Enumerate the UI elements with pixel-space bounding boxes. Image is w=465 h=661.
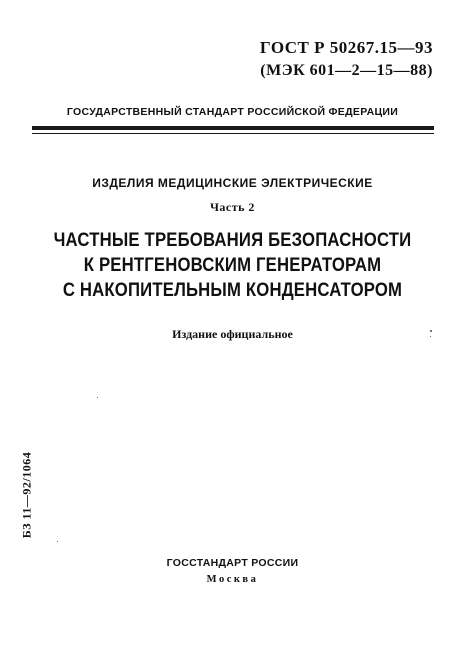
edition-label: Издание официальное <box>172 327 293 341</box>
scan-speck <box>430 330 432 332</box>
gost-code: ГОСТ Р 50267.15—93 <box>259 38 433 57</box>
document-title <box>28 228 437 303</box>
title-line-1: ЧАСТНЫЕ ТРЕБОВАНИЯ БЕЗОПАСНОСТИ <box>53 230 412 251</box>
category-heading: ИЗДЕЛИЯ МЕДИЦИНСКИЕ ЭЛЕКТРИЧЕСКИЕ <box>92 176 373 190</box>
title-line-3: С НАКОПИТЕЛЬНЫМ КОНДЕНСАТОРОМ <box>62 280 403 301</box>
part-label: Часть 2 <box>210 200 255 214</box>
agency-heading: ГОСУДАРСТВЕННЫЙ СТАНДАРТ РОССИЙСКОЙ ФЕДЕРАЦИИ <box>66 106 399 118</box>
title-line-2: К РЕНТГЕНОВСКИМ ГЕНЕРАТОРАМ <box>83 255 382 276</box>
scan-speck <box>430 336 431 337</box>
side-code-text: БЗ 11—92/1064 <box>19 451 34 539</box>
divider-thick <box>32 126 434 130</box>
iec-code: (МЭК 601—2—15—88) <box>260 62 433 79</box>
divider-thin <box>32 133 434 134</box>
publisher-city: Москва <box>206 574 259 585</box>
publisher-name: ГОССТАНДАРТ РОССИИ <box>166 557 299 569</box>
scan-speck <box>57 541 58 542</box>
side-code <box>18 447 36 543</box>
scan-speck <box>97 397 98 398</box>
